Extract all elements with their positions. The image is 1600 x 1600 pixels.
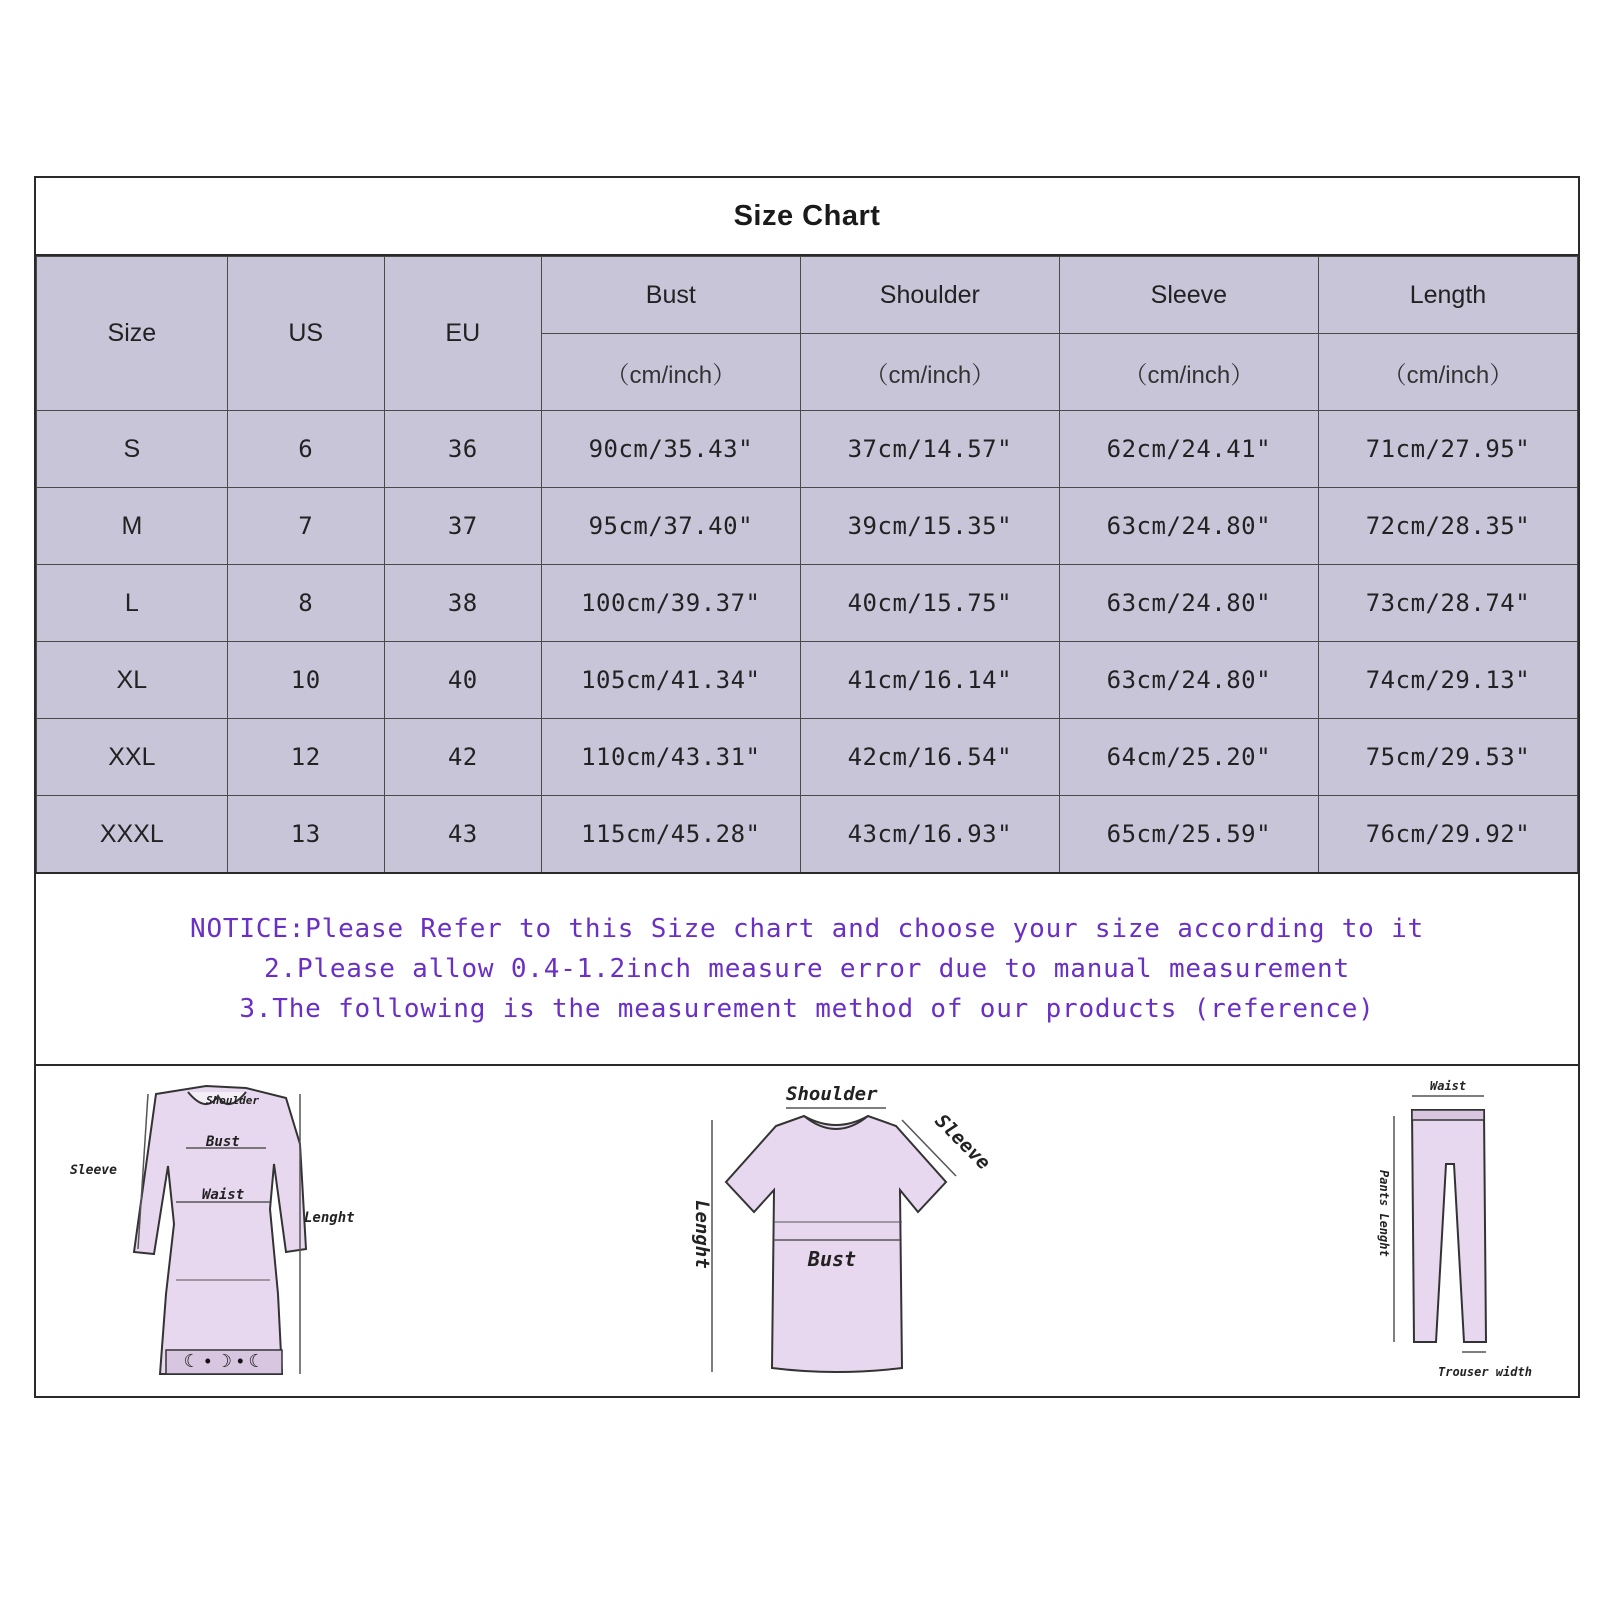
table-row	[37, 565, 1578, 642]
header-bust: Bust	[541, 257, 800, 334]
dress-sleeve-label: Sleeve	[70, 1163, 117, 1178]
table-cell: 65cm/25.59"	[1059, 796, 1318, 873]
table-cell: XXXL	[37, 796, 228, 873]
table-cell: 71cm/27.95"	[1318, 411, 1577, 488]
dress-waist-label: Waist	[202, 1187, 245, 1203]
dress-length-label: Lenght	[304, 1210, 355, 1226]
header-shoulder: Shoulder	[800, 257, 1059, 334]
pants-waist-label: Waist	[1430, 1079, 1467, 1093]
table-cell: S	[37, 411, 228, 488]
unit-bust: （cm/inch）	[541, 334, 800, 411]
size-table	[36, 256, 1578, 873]
table-row	[37, 488, 1578, 565]
table-cell: 63cm/24.80"	[1059, 565, 1318, 642]
table-cell: 72cm/28.35"	[1318, 488, 1577, 565]
table-cell: 13	[227, 796, 384, 873]
table-cell: 76cm/29.92"	[1318, 796, 1577, 873]
dress-shoulder-label: Shoulder	[206, 1094, 259, 1107]
chart-title: Size Chart	[36, 178, 1578, 256]
measurement-diagrams	[36, 1066, 1578, 1396]
table-cell: 115cm/45.28"	[541, 796, 800, 873]
dress-diagram	[56, 1074, 376, 1384]
table-cell: 62cm/24.41"	[1059, 411, 1318, 488]
tshirt-length-label: Lenght	[691, 1200, 713, 1269]
table-cell: 42	[384, 719, 541, 796]
table-cell: 41cm/16.14"	[800, 642, 1059, 719]
table-cell: 43	[384, 796, 541, 873]
table-row	[37, 796, 1578, 873]
header-size: Size	[37, 257, 228, 411]
header-length: Length	[1318, 257, 1577, 334]
notice-line-1: NOTICE:Please Refer to this Size chart and choose your size according to it	[190, 914, 1424, 944]
table-row	[37, 411, 1578, 488]
unit-shoulder: （cm/inch）	[800, 334, 1059, 411]
header-us: US	[227, 257, 384, 411]
table-cell: 95cm/37.40"	[541, 488, 800, 565]
pants-length-label: Pants Lenght	[1377, 1170, 1391, 1257]
table-row	[37, 642, 1578, 719]
table-cell: 12	[227, 719, 384, 796]
header-eu: EU	[384, 257, 541, 411]
table-cell: 110cm/43.31"	[541, 719, 800, 796]
dress-shape	[134, 1086, 306, 1374]
table-cell: 100cm/39.37"	[541, 565, 800, 642]
notice-line-2: 2.Please allow 0.4-1.2inch measure error due to manual measurement	[264, 954, 1350, 984]
table-cell: XXL	[37, 719, 228, 796]
table-cell: 90cm/35.43"	[541, 411, 800, 488]
tshirt-sleeve-label: Sleeve	[930, 1109, 995, 1175]
tshirt-shape	[726, 1116, 946, 1372]
notice-line-3: 3.The following is the measurement method of our products (reference)	[239, 994, 1375, 1024]
table-cell: 38	[384, 565, 541, 642]
unit-sleeve: （cm/inch）	[1059, 334, 1318, 411]
pants-waistband	[1412, 1110, 1484, 1120]
table-cell: 63cm/24.80"	[1059, 642, 1318, 719]
pants-shape	[1412, 1110, 1486, 1342]
table-cell: 10	[227, 642, 384, 719]
table-cell: L	[37, 565, 228, 642]
table-cell: 64cm/25.20"	[1059, 719, 1318, 796]
table-cell: 75cm/29.53"	[1318, 719, 1577, 796]
table-cell: XL	[37, 642, 228, 719]
table-cell: 36	[384, 411, 541, 488]
table-cell: 43cm/16.93"	[800, 796, 1059, 873]
dress-bust-label: Bust	[206, 1134, 240, 1150]
table-cell: 42cm/16.54"	[800, 719, 1059, 796]
size-chart	[34, 176, 1580, 1398]
table-cell: 7	[227, 488, 384, 565]
table-cell: 39cm/15.35"	[800, 488, 1059, 565]
table-cell: 73cm/28.74"	[1318, 565, 1577, 642]
table-cell: 40	[384, 642, 541, 719]
table-cell: 105cm/41.34"	[541, 642, 800, 719]
table-cell: M	[37, 488, 228, 565]
notice-box	[36, 872, 1578, 1066]
unit-length: （cm/inch）	[1318, 334, 1577, 411]
table-cell: 74cm/29.13"	[1318, 642, 1577, 719]
pants-width-label: Trouser width	[1438, 1365, 1532, 1379]
table-cell: 6	[227, 411, 384, 488]
moon-pattern-icon: ☾ • ☽ • ☾	[183, 1351, 265, 1371]
pants-diagram	[1354, 1072, 1560, 1390]
header-sleeve: Sleeve	[1059, 257, 1318, 334]
table-row	[37, 719, 1578, 796]
table-cell: 63cm/24.80"	[1059, 488, 1318, 565]
table-cell: 37cm/14.57"	[800, 411, 1059, 488]
table-cell: 8	[227, 565, 384, 642]
table-cell: 40cm/15.75"	[800, 565, 1059, 642]
table-cell: 37	[384, 488, 541, 565]
table-header-row	[37, 257, 1578, 334]
tshirt-bust-label: Bust	[807, 1247, 857, 1271]
tshirt-shoulder-label: Shoulder	[786, 1083, 878, 1105]
tshirt-diagram	[656, 1072, 1016, 1386]
